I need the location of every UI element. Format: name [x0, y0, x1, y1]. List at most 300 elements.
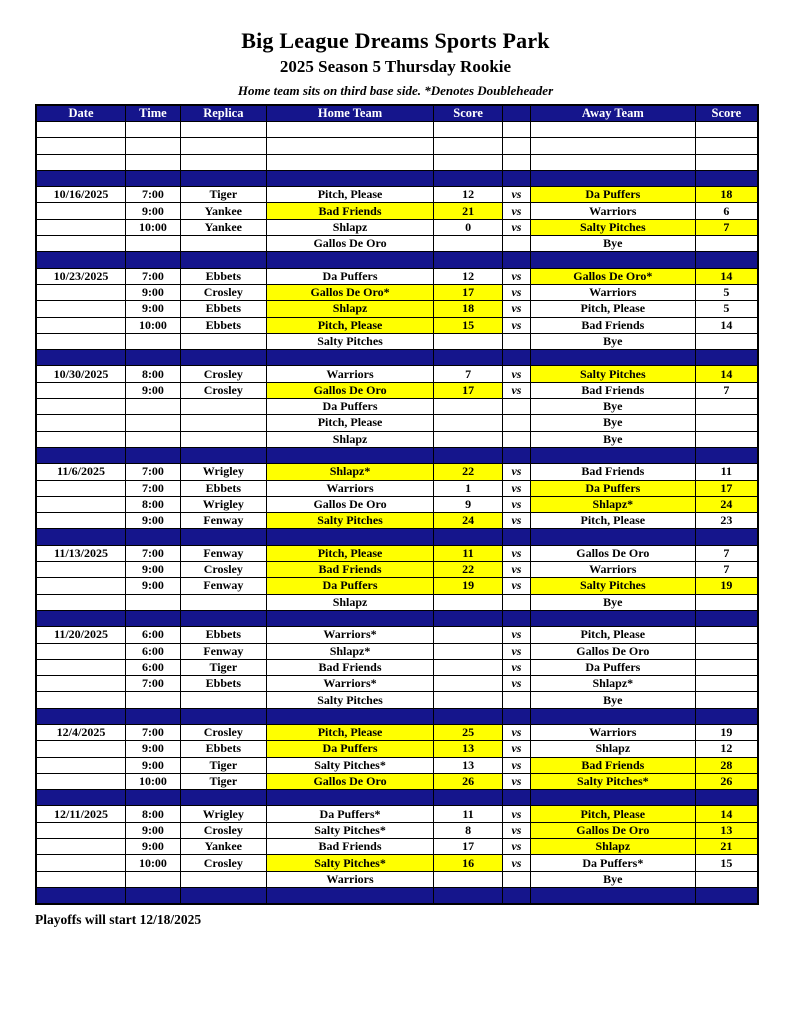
date-cell: 11/20/2025 [36, 627, 126, 643]
away-team-cell: Bye [531, 871, 696, 887]
home-team-cell: Warriors [266, 871, 434, 887]
vs-cell: vs [502, 268, 530, 284]
replica-cell: Fenway [180, 643, 266, 659]
vs-cell: vs [502, 496, 530, 512]
game-row [36, 724, 758, 740]
date-cell [36, 741, 126, 757]
vs-cell: vs [502, 464, 530, 480]
time-cell [126, 594, 181, 610]
home-team-cell [266, 708, 434, 724]
away-score-cell [695, 122, 758, 138]
away-team-cell: Pitch, Please [531, 627, 696, 643]
home-team-cell: Pitch, Please [266, 545, 434, 561]
home-team-cell: Salty Pitches [266, 333, 434, 349]
page-subtitle: 2025 Season 5 Thursday Rookie [279, 57, 512, 76]
replica-cell [180, 170, 266, 186]
date-cell [36, 399, 126, 415]
replica-cell: Ebbets [180, 627, 266, 643]
home-score-cell: 13 [434, 757, 503, 773]
vs-cell [502, 236, 530, 252]
home-team-cell [266, 170, 434, 186]
home-team-cell: Shlapz [266, 431, 434, 447]
home-team-cell [266, 447, 434, 463]
home-team-cell: Shlapz* [266, 464, 434, 480]
away-team-cell: Away Team [531, 105, 696, 122]
home-team-cell: Pitch, Please [266, 187, 434, 203]
away-team-cell: Bad Friends [531, 317, 696, 333]
time-cell: 9:00 [126, 382, 181, 398]
game-row [36, 317, 758, 333]
bye-row [36, 236, 758, 252]
away-team-cell: Bad Friends [531, 757, 696, 773]
away-team-cell: Shlapz* [531, 496, 696, 512]
away-team-cell: Warriors [531, 724, 696, 740]
away-team-cell: Shlapz [531, 741, 696, 757]
home-score-cell: 11 [434, 806, 503, 822]
game-row [36, 578, 758, 594]
date-cell [36, 855, 126, 871]
date-cell [36, 529, 126, 545]
home-score-cell [434, 692, 503, 708]
bye-row [36, 333, 758, 349]
game-row [36, 219, 758, 235]
time-cell [126, 415, 181, 431]
game-row [36, 757, 758, 773]
vs-cell: vs [502, 741, 530, 757]
away-team-cell: Bye [531, 431, 696, 447]
home-team-cell: Da Puffers [266, 741, 434, 757]
date-cell [36, 333, 126, 349]
home-score-cell: 15 [434, 317, 503, 333]
away-score-cell [695, 252, 758, 268]
away-team-cell [531, 887, 696, 903]
date-cell [36, 513, 126, 529]
replica-cell [180, 350, 266, 366]
home-score-cell: 26 [434, 773, 503, 789]
date-cell [36, 822, 126, 838]
away-team-cell: Salty Pitches [531, 578, 696, 594]
vs-cell [502, 790, 530, 806]
date-cell [36, 562, 126, 578]
replica-cell: Ebbets [180, 268, 266, 284]
replica-cell: Crosley [180, 562, 266, 578]
away-score-cell [695, 643, 758, 659]
vs-cell: vs [502, 513, 530, 529]
bye-row [36, 871, 758, 887]
home-score-cell: 13 [434, 741, 503, 757]
time-cell [126, 236, 181, 252]
time-cell: 10:00 [126, 855, 181, 871]
home-score-cell: 22 [434, 464, 503, 480]
date-cell [36, 578, 126, 594]
away-team-cell: Da Puffers [531, 480, 696, 496]
home-score-cell [434, 122, 503, 138]
blank-row [36, 122, 758, 138]
away-score-cell [695, 333, 758, 349]
vs-cell [502, 138, 530, 154]
bye-row [36, 431, 758, 447]
away-score-cell: 28 [695, 757, 758, 773]
replica-cell: Fenway [180, 513, 266, 529]
game-row [36, 643, 758, 659]
time-cell [126, 333, 181, 349]
time-cell [126, 887, 181, 903]
date-cell [36, 317, 126, 333]
away-team-cell [531, 138, 696, 154]
time-cell: 7:00 [126, 676, 181, 692]
time-cell: 9:00 [126, 839, 181, 855]
time-cell: 7:00 [126, 480, 181, 496]
replica-cell [180, 610, 266, 626]
time-cell: 9:00 [126, 284, 181, 300]
game-row [36, 855, 758, 871]
vs-cell: vs [502, 480, 530, 496]
away-score-cell: 14 [695, 268, 758, 284]
home-team-cell: Pitch, Please [266, 724, 434, 740]
date-cell: 11/6/2025 [36, 464, 126, 480]
home-team-cell: Gallos De Oro* [266, 284, 434, 300]
away-team-cell [531, 610, 696, 626]
game-row [36, 366, 758, 382]
away-score-cell: 5 [695, 301, 758, 317]
bye-row [36, 594, 758, 610]
away-team-cell [531, 790, 696, 806]
away-score-cell [695, 610, 758, 626]
home-score-cell: 11 [434, 545, 503, 561]
vs-cell: vs [502, 317, 530, 333]
home-score-cell: 18 [434, 301, 503, 317]
away-score-cell [695, 692, 758, 708]
date-cell [36, 301, 126, 317]
vs-cell: vs [502, 643, 530, 659]
date-cell [36, 610, 126, 626]
playoffs-note: Playoffs will start 12/18/2025 [35, 911, 202, 927]
date-cell [36, 480, 126, 496]
game-row [36, 659, 758, 675]
away-score-cell: 14 [695, 317, 758, 333]
away-team-cell: Warriors [531, 562, 696, 578]
away-score-cell [695, 154, 758, 170]
game-row [36, 480, 758, 496]
time-cell: 7:00 [126, 545, 181, 561]
vs-cell: vs [502, 724, 530, 740]
time-cell: 7:00 [126, 187, 181, 203]
home-team-cell [266, 887, 434, 903]
time-cell [126, 790, 181, 806]
replica-cell: Wrigley [180, 464, 266, 480]
date-cell [36, 203, 126, 219]
home-score-cell [434, 594, 503, 610]
vs-cell: vs [502, 773, 530, 789]
time-cell: 6:00 [126, 659, 181, 675]
home-team-cell: Salty Pitches* [266, 822, 434, 838]
replica-cell [180, 333, 266, 349]
separator-row [36, 252, 758, 268]
home-team-cell: Gallos De Oro [266, 773, 434, 789]
time-cell [126, 431, 181, 447]
vs-cell [502, 105, 530, 122]
date-cell [36, 382, 126, 398]
away-team-cell: Salty Pitches [531, 219, 696, 235]
away-team-cell: Warriors [531, 284, 696, 300]
bye-row [36, 692, 758, 708]
date-cell [36, 496, 126, 512]
game-row [36, 464, 758, 480]
home-score-cell: 8 [434, 822, 503, 838]
home-team-cell: Shlapz [266, 594, 434, 610]
away-team-cell [531, 529, 696, 545]
time-cell: 8:00 [126, 366, 181, 382]
away-team-cell [531, 447, 696, 463]
away-score-cell: 7 [695, 382, 758, 398]
vs-cell: vs [502, 562, 530, 578]
game-row [36, 562, 758, 578]
game-row [36, 839, 758, 855]
date-cell [36, 170, 126, 186]
home-score-cell [434, 333, 503, 349]
time-cell [126, 610, 181, 626]
home-score-cell: 7 [434, 366, 503, 382]
away-score-cell: 26 [695, 773, 758, 789]
date-cell [36, 643, 126, 659]
time-cell: 10:00 [126, 773, 181, 789]
replica-cell [180, 447, 266, 463]
away-score-cell: 7 [695, 562, 758, 578]
away-team-cell: Gallos De Oro [531, 545, 696, 561]
replica-cell: Crosley [180, 724, 266, 740]
away-team-cell: Da Puffers [531, 659, 696, 675]
away-score-cell: Score [695, 105, 758, 122]
vs-cell [502, 350, 530, 366]
date-cell: 10/23/2025 [36, 268, 126, 284]
vs-cell [502, 252, 530, 268]
date-cell [36, 839, 126, 855]
home-score-cell: 0 [434, 219, 503, 235]
time-cell [126, 122, 181, 138]
bye-row [36, 415, 758, 431]
home-score-cell [434, 871, 503, 887]
schedule-note: Home team sits on third base side. *Denotes Doubleheader [237, 83, 554, 98]
home-score-cell: 24 [434, 513, 503, 529]
date-cell: 12/11/2025 [36, 806, 126, 822]
away-team-cell: Bye [531, 594, 696, 610]
home-score-cell: 12 [434, 187, 503, 203]
away-score-cell [695, 529, 758, 545]
vs-cell [502, 594, 530, 610]
date-cell [36, 284, 126, 300]
date-cell: 12/4/2025 [36, 724, 126, 740]
time-cell: 9:00 [126, 578, 181, 594]
time-cell [126, 708, 181, 724]
vs-cell: vs [502, 545, 530, 561]
away-team-cell: Salty Pitches [531, 366, 696, 382]
vs-cell [502, 708, 530, 724]
home-team-cell: Shlapz [266, 219, 434, 235]
home-team-cell [266, 610, 434, 626]
away-score-cell [695, 887, 758, 903]
home-score-cell [434, 790, 503, 806]
vs-cell: vs [502, 855, 530, 871]
away-score-cell [695, 447, 758, 463]
schedule-table [35, 104, 759, 905]
replica-cell [180, 790, 266, 806]
home-team-cell [266, 252, 434, 268]
game-row [36, 513, 758, 529]
replica-cell: Ebbets [180, 301, 266, 317]
game-row [36, 301, 758, 317]
away-score-cell [695, 708, 758, 724]
date-cell [36, 887, 126, 903]
home-score-cell: 17 [434, 284, 503, 300]
away-team-cell: Gallos De Oro [531, 822, 696, 838]
away-team-cell [531, 350, 696, 366]
home-team-cell: Shlapz* [266, 643, 434, 659]
home-score-cell: 1 [434, 480, 503, 496]
time-cell: 9:00 [126, 301, 181, 317]
home-score-cell [434, 627, 503, 643]
page-title: Big League Dreams Sports Park [241, 28, 550, 53]
replica-cell [180, 138, 266, 154]
home-team-cell: Salty Pitches* [266, 757, 434, 773]
away-score-cell [695, 138, 758, 154]
vs-cell [502, 887, 530, 903]
game-row [36, 382, 758, 398]
time-cell [126, 692, 181, 708]
away-team-cell: Bye [531, 415, 696, 431]
replica-cell: Tiger [180, 773, 266, 789]
home-score-cell [434, 138, 503, 154]
date-cell: 11/13/2025 [36, 545, 126, 561]
home-score-cell [434, 708, 503, 724]
vs-cell [502, 431, 530, 447]
date-cell: 10/30/2025 [36, 366, 126, 382]
time-cell [126, 350, 181, 366]
home-score-cell: 19 [434, 578, 503, 594]
time-cell: 9:00 [126, 822, 181, 838]
game-row [36, 627, 758, 643]
vs-cell: vs [502, 578, 530, 594]
date-cell [36, 692, 126, 708]
away-score-cell: 15 [695, 855, 758, 871]
separator-row [36, 887, 758, 903]
replica-cell: Tiger [180, 757, 266, 773]
away-team-cell: Bye [531, 236, 696, 252]
time-cell: 10:00 [126, 317, 181, 333]
date-cell [36, 431, 126, 447]
home-team-cell: Shlapz [266, 301, 434, 317]
time-cell [126, 529, 181, 545]
replica-cell: Ebbets [180, 480, 266, 496]
away-team-cell: Pitch, Please [531, 806, 696, 822]
time-cell [126, 399, 181, 415]
replica-cell: Crosley [180, 822, 266, 838]
away-score-cell: 5 [695, 284, 758, 300]
replica-cell [180, 692, 266, 708]
away-team-cell: Shlapz* [531, 676, 696, 692]
home-score-cell: 17 [434, 382, 503, 398]
vs-cell [502, 447, 530, 463]
home-team-cell: Bad Friends [266, 562, 434, 578]
away-score-cell [695, 627, 758, 643]
date-cell [36, 757, 126, 773]
away-score-cell: 6 [695, 203, 758, 219]
time-cell: 10:00 [126, 219, 181, 235]
game-row [36, 822, 758, 838]
vs-cell: vs [502, 366, 530, 382]
home-team-cell: Warriors [266, 480, 434, 496]
game-row [36, 203, 758, 219]
home-team-cell: Da Puffers [266, 578, 434, 594]
away-score-cell: 14 [695, 806, 758, 822]
vs-cell: vs [502, 301, 530, 317]
time-cell: 8:00 [126, 496, 181, 512]
home-score-cell: 16 [434, 855, 503, 871]
away-score-cell: 14 [695, 366, 758, 382]
vs-cell [502, 415, 530, 431]
date-cell [36, 154, 126, 170]
away-score-cell [695, 399, 758, 415]
away-score-cell: 7 [695, 219, 758, 235]
away-team-cell: Salty Pitches* [531, 773, 696, 789]
away-score-cell [695, 871, 758, 887]
away-score-cell [695, 236, 758, 252]
date-cell [36, 236, 126, 252]
home-team-cell: Da Puffers [266, 268, 434, 284]
replica-cell: Crosley [180, 855, 266, 871]
vs-cell [502, 692, 530, 708]
away-score-cell: 12 [695, 741, 758, 757]
separator-row [36, 790, 758, 806]
time-cell: 9:00 [126, 203, 181, 219]
away-team-cell: Gallos De Oro* [531, 268, 696, 284]
away-team-cell [531, 154, 696, 170]
away-team-cell: Da Puffers* [531, 855, 696, 871]
replica-cell: Ebbets [180, 741, 266, 757]
home-team-cell: Bad Friends [266, 203, 434, 219]
replica-cell: Fenway [180, 578, 266, 594]
away-team-cell: Bye [531, 399, 696, 415]
separator-row [36, 170, 758, 186]
away-team-cell [531, 122, 696, 138]
away-team-cell [531, 252, 696, 268]
vs-cell: vs [502, 219, 530, 235]
away-score-cell: 11 [695, 464, 758, 480]
date-cell [36, 252, 126, 268]
replica-cell [180, 529, 266, 545]
home-score-cell: 25 [434, 724, 503, 740]
time-cell [126, 871, 181, 887]
away-team-cell: Pitch, Please [531, 301, 696, 317]
date-cell [36, 790, 126, 806]
home-score-cell: 21 [434, 203, 503, 219]
away-score-cell: 7 [695, 545, 758, 561]
vs-cell [502, 154, 530, 170]
vs-cell: vs [502, 187, 530, 203]
replica-cell: Replica [180, 105, 266, 122]
vs-cell [502, 333, 530, 349]
game-row [36, 741, 758, 757]
date-cell [36, 415, 126, 431]
date-cell [36, 594, 126, 610]
home-score-cell [434, 887, 503, 903]
home-team-cell [266, 138, 434, 154]
replica-cell [180, 252, 266, 268]
replica-cell: Tiger [180, 659, 266, 675]
away-team-cell: Bad Friends [531, 382, 696, 398]
home-team-cell: Gallos De Oro [266, 496, 434, 512]
time-cell: 7:00 [126, 724, 181, 740]
date-cell [36, 659, 126, 675]
